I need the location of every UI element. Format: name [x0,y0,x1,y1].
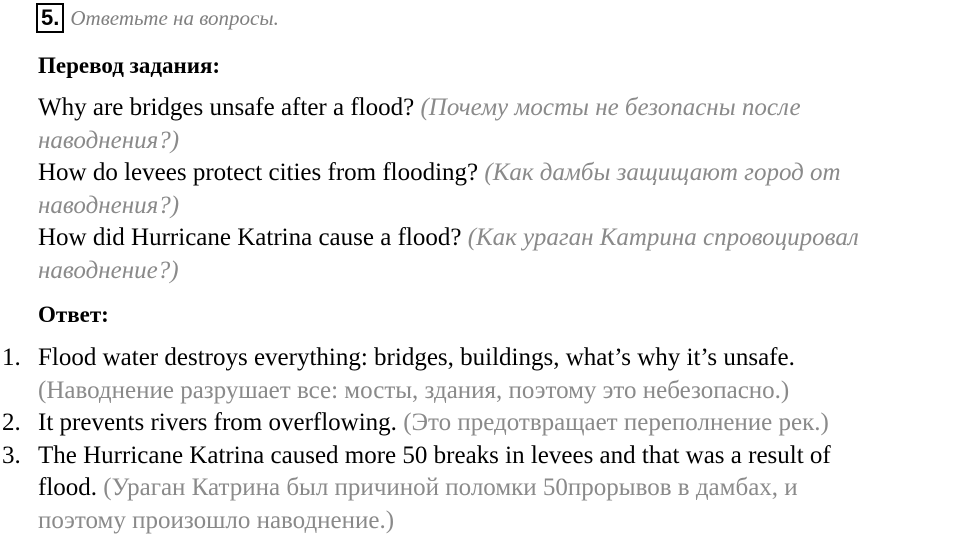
answer-number: 3. [2,440,21,473]
answer-title: Ответ: [38,300,109,330]
answer-en: It prevents rivers from overflowing. [38,409,397,436]
answer-line-2 [38,472,960,505]
answer-list [0,342,960,537]
answer-item-1 [0,342,960,407]
question-ru: (Как ураган Катрина спровоцировал [468,224,859,251]
question-ru-continued: наводнения?) [38,125,958,158]
answer-en: The Hurricane Katrina caused more 50 breaks in levees and that was a result of [38,440,960,473]
translation-list [38,92,958,287]
answer-ru: (Это предотвращает переполнение рек.) [403,409,829,436]
question-ru: (Как дамбы защищают город от [484,159,840,186]
answer-ru: (Ураган Катрина был причиной поломки 50прорывов в дамбах, и [103,474,797,501]
question-en: Why are bridges unsafe after a flood? [38,94,414,121]
task-header [36,2,279,34]
task-number: 5. [36,3,64,33]
translation-item-1 [38,92,958,125]
answer-en-continued: flood. [38,474,97,501]
question-ru-continued: наводнение?) [38,255,958,288]
answer-ru-continued: поэтому произошло наводнение.) [38,505,960,537]
answer-ru: (Наводнение разрушает все: мосты, здания, поэтому это небезопасно.) [38,375,960,408]
question-en: How do levees protect cities from flooding? [38,159,478,186]
answer-item-2 [0,407,960,440]
translation-title: Перевод задания: [38,51,220,81]
answer-en: Flood water destroys everything: bridges, buildings, what’s why it’s unsafe. [38,342,960,375]
answer-number: 1. [2,342,21,375]
translation-item-3 [38,222,958,255]
question-ru: (Почему мосты не безопасны после [420,94,800,121]
answer-number: 2. [2,407,21,440]
question-en: How did Hurricane Katrina cause a flood? [38,224,461,251]
answer-item-3 [0,440,960,537]
translation-item-2 [38,157,958,190]
task-instruction: Ответьте на вопросы. [70,6,278,31]
question-ru-continued: наводнения?) [38,190,958,223]
